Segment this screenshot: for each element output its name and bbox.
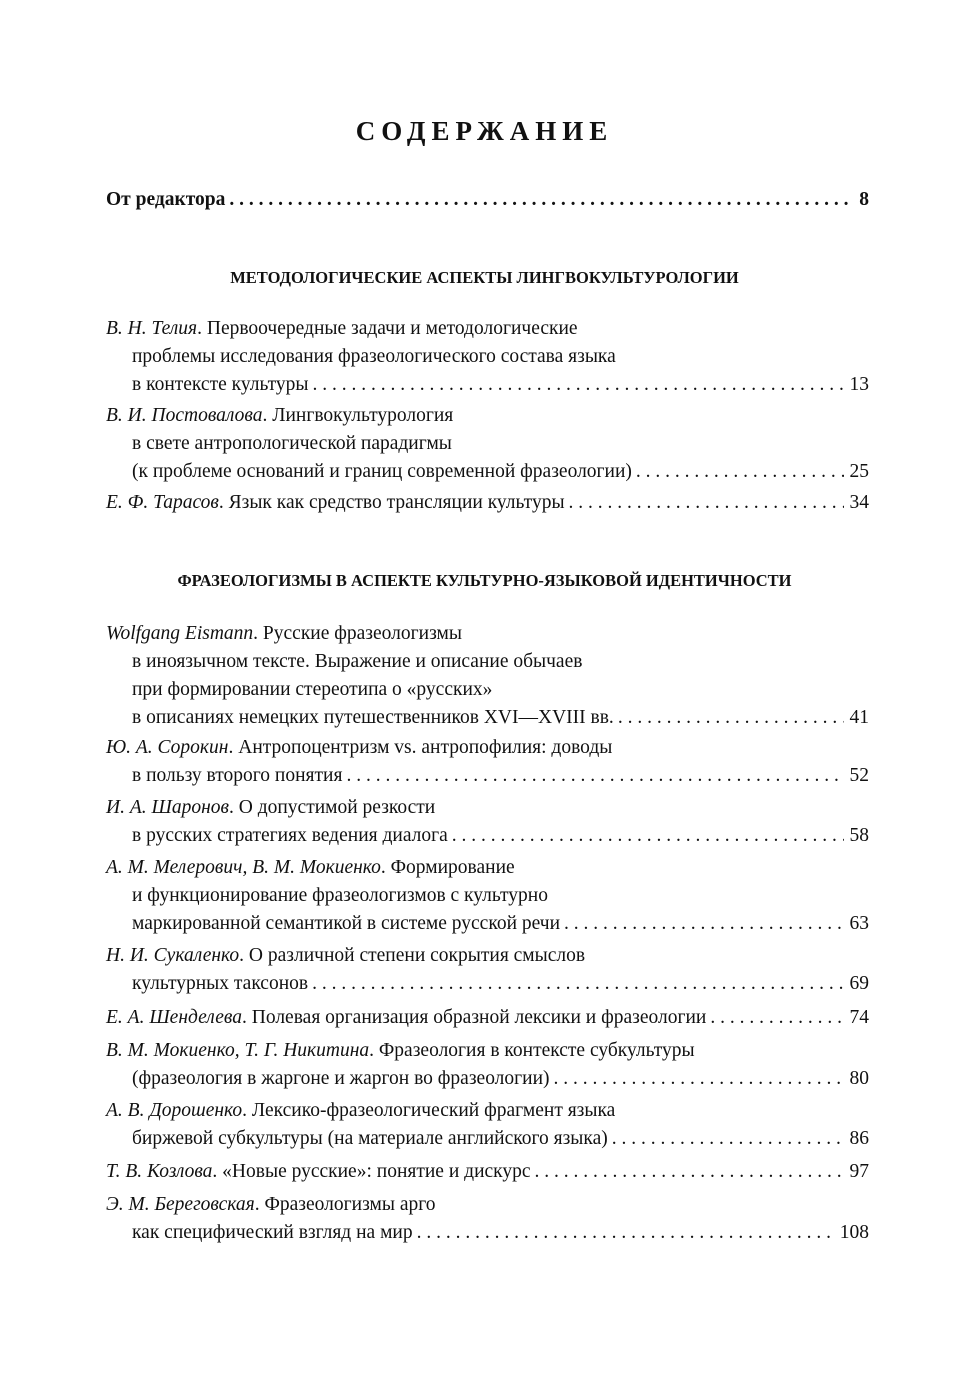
dot-leader bbox=[564, 909, 843, 939]
toc-line bbox=[106, 1003, 869, 1033]
toc-author: В. М. Мокиенко, Т. Г. Никитина bbox=[106, 1040, 370, 1061]
toc-line bbox=[132, 1218, 869, 1248]
toc-line bbox=[106, 1157, 869, 1187]
toc-entry-title: От редактора bbox=[106, 189, 226, 210]
toc-page-number: 13 bbox=[849, 374, 869, 395]
toc-title-text: как специфический взгляд на мир bbox=[132, 1222, 413, 1243]
toc-title-text: биржевой субкультуры (на материале английского языка) bbox=[132, 1128, 608, 1149]
toc-line: проблемы исследования фразеологического состава языка bbox=[132, 346, 616, 367]
toc-author: Н. И. Сукаленко bbox=[106, 945, 240, 966]
toc-title-text: (фразеология в жаргоне и жаргон во фразеологии) bbox=[132, 1068, 550, 1089]
dot-leader bbox=[554, 1064, 844, 1094]
toc-line bbox=[132, 761, 869, 791]
toc-line bbox=[106, 314, 578, 344]
dot-leader bbox=[618, 703, 844, 733]
section-heading-methodology: МЕТОДОЛОГИЧЕСКИЕ АСПЕКТЫ ЛИНГВОКУЛЬТУРОЛОГИИ bbox=[230, 268, 739, 287]
toc-author: А. В. Дорошенко bbox=[106, 1100, 243, 1121]
toc-line bbox=[132, 457, 869, 487]
toc-line bbox=[106, 1036, 695, 1066]
toc-line bbox=[106, 853, 515, 883]
toc-title-text: . О различной степени сокрытия смыслов bbox=[239, 945, 586, 966]
toc-title-text: культурных таксонов bbox=[132, 973, 309, 994]
toc-page-number: 8 bbox=[859, 189, 869, 210]
toc-title-text: . Лексико-фразеологический фрагмент языка bbox=[242, 1100, 616, 1121]
toc-title-text: . Формирование bbox=[380, 857, 515, 878]
toc-author: Э. М. Береговская bbox=[106, 1194, 255, 1215]
toc-page-number: 52 bbox=[849, 765, 869, 786]
toc-line bbox=[132, 969, 869, 999]
toc-page-number: 108 bbox=[839, 1222, 869, 1243]
toc-page-number: 58 bbox=[849, 825, 869, 846]
toc-line bbox=[106, 1190, 436, 1220]
toc-author: В. И. Постовалова bbox=[106, 405, 263, 426]
dot-leader bbox=[612, 1124, 844, 1154]
toc-line bbox=[132, 370, 869, 400]
dot-leader bbox=[229, 185, 853, 215]
dot-leader bbox=[346, 761, 843, 791]
dot-leader bbox=[417, 1218, 834, 1248]
toc-line: в иноязычном тексте. Выражение и описание обычаев bbox=[132, 651, 583, 672]
toc-line bbox=[106, 619, 462, 649]
toc-author: Е. А. Шенделева bbox=[106, 1007, 242, 1028]
toc-title-text: . Антропоцентризм vs. антропофилия: доводы bbox=[228, 737, 613, 758]
toc-title-text: . Фразеология в контексте субкультуры bbox=[369, 1040, 695, 1061]
toc-title-text: в русских стратегиях ведения диалога bbox=[132, 825, 448, 846]
toc-line bbox=[106, 185, 869, 215]
toc-page-number: 41 bbox=[849, 707, 869, 728]
toc-line bbox=[106, 488, 869, 518]
toc-title-fragment: . Язык как средство трансляции культуры bbox=[218, 492, 565, 513]
toc-line bbox=[106, 733, 612, 763]
toc-page-number: 25 bbox=[849, 461, 869, 482]
toc-title-text: (к проблеме оснований и границ современной фразеологии) bbox=[132, 461, 632, 482]
toc-line bbox=[132, 703, 869, 733]
dot-leader bbox=[312, 370, 843, 400]
toc-title-fragment: . «Новые русские»: понятие и дискурс bbox=[212, 1161, 531, 1182]
toc-line bbox=[106, 793, 435, 823]
dot-leader bbox=[710, 1003, 843, 1033]
toc-title-text: . О допустимой резкости bbox=[228, 797, 436, 818]
dot-leader bbox=[312, 969, 843, 999]
toc-title-text bbox=[106, 1157, 531, 1187]
toc-page-number: 74 bbox=[849, 1007, 869, 1028]
toc-page-number: 63 bbox=[849, 913, 869, 934]
toc-author: Т. В. Козлова bbox=[106, 1161, 213, 1182]
toc-title-fragment: . Полевая организация образной лексики и фразеологии bbox=[242, 1007, 707, 1028]
dot-leader bbox=[452, 821, 844, 851]
toc-title-text bbox=[106, 488, 565, 518]
dot-leader bbox=[535, 1157, 844, 1187]
toc-author: Ю. А. Сорокин bbox=[106, 737, 229, 758]
toc-line bbox=[132, 821, 869, 851]
toc-line: и функционирование фразеологизмов с культурно bbox=[132, 885, 548, 906]
toc-title-text: в описаниях немецких путешественников XVI—XVIII вв. bbox=[132, 707, 614, 728]
toc-page-number: 69 bbox=[849, 973, 869, 994]
toc-line bbox=[106, 401, 453, 431]
toc-author: Wolfgang Eismann bbox=[106, 623, 254, 644]
toc-page-number: 80 bbox=[849, 1068, 869, 1089]
toc-page-number: 34 bbox=[849, 492, 869, 513]
page-title: СОДЕРЖАНИЕ bbox=[355, 116, 614, 146]
toc-title-text: . Первоочередные задачи и методологические bbox=[197, 318, 578, 339]
toc-line bbox=[132, 1064, 869, 1094]
toc-line bbox=[106, 1096, 615, 1126]
toc-author: А. М. Мелерович, В. М. Мокиенко bbox=[106, 857, 381, 878]
toc-title-text: в пользу второго понятия bbox=[132, 765, 343, 786]
toc-line bbox=[132, 909, 869, 939]
toc-author: Е. Ф. Тарасов bbox=[106, 492, 219, 513]
toc-author: И. А. Шаронов bbox=[106, 797, 229, 818]
toc-line bbox=[106, 941, 585, 971]
toc-line: в свете антропологической парадигмы bbox=[132, 433, 452, 454]
toc-page-number: 97 bbox=[849, 1161, 869, 1182]
dot-leader bbox=[569, 488, 844, 518]
toc-author: В. Н. Телия bbox=[106, 318, 198, 339]
toc-line bbox=[132, 1124, 869, 1154]
toc-title-text: в контексте культуры bbox=[132, 374, 309, 395]
toc-line: при формировании стереотипа о «русских» bbox=[132, 679, 493, 700]
toc-title-text: . Лингвокультурология bbox=[262, 405, 454, 426]
toc-title-text: маркированной семантикой в системе русской речи bbox=[132, 913, 561, 934]
section-heading-identity: ФРАЗЕОЛОГИЗМЫ В АСПЕКТЕ КУЛЬТУРНО-ЯЗЫКОВОЙ ИДЕНТИЧНОСТИ bbox=[177, 571, 792, 590]
toc-title-text: . Фразеологизмы арго bbox=[254, 1194, 436, 1215]
toc-title-text bbox=[106, 1003, 706, 1033]
toc-page-number: 86 bbox=[849, 1128, 869, 1149]
dot-leader bbox=[636, 457, 844, 487]
toc-title-text: . Русские фразеологизмы bbox=[253, 623, 462, 644]
